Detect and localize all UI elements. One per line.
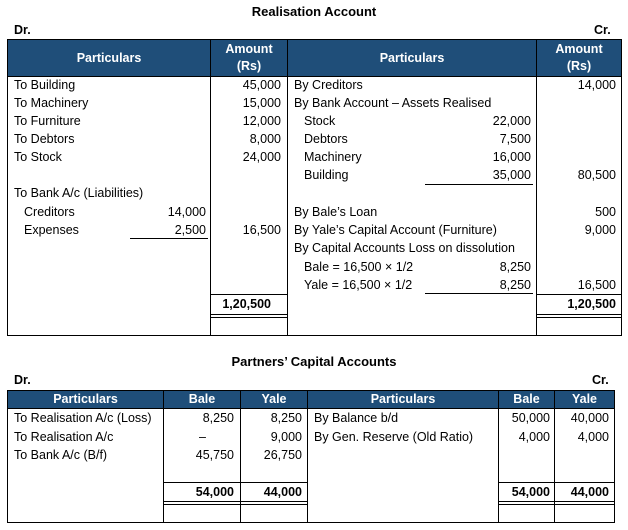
credit-building-label: Building: [304, 168, 349, 182]
capital-header-bale-left: Bale: [164, 391, 240, 408]
capital-credit-row-1-label: By Balance b/d: [314, 411, 399, 425]
debit-furniture-label: To Furniture: [14, 114, 81, 128]
capital-debit-row-1-bale: 8,250: [202, 411, 234, 425]
capital-credit-row-2-label: By Gen. Reserve (Old Ratio): [314, 430, 474, 444]
credit-yale-loss-value: 8,250: [499, 278, 531, 292]
credit-assets-total: 80,500: [577, 168, 616, 182]
capital-debit-row-3-label: To Bank A/c (B/f): [14, 448, 108, 462]
debit-bank-total: 16,500: [242, 223, 281, 237]
capital-credit-total-yale: 44,000: [570, 485, 609, 499]
debit-creditors-value: 14,000: [167, 205, 206, 219]
debit-machinery-amount: 15,000: [242, 96, 281, 110]
credit-creditors-amount: 14,000: [577, 78, 616, 92]
credit-yale-furniture-label: By Yale’s Capital Account (Furniture): [294, 223, 497, 237]
capital-title: Partners’ Capital Accounts: [231, 354, 397, 369]
debit-stock-label: To Stock: [14, 150, 62, 164]
credit-loss-total: 16,500: [577, 278, 616, 292]
capital-debit-total-bale: 54,000: [195, 485, 234, 499]
realisation-header-amount-right: [537, 40, 621, 76]
capital-debit-row-1-yale: 8,250: [270, 411, 302, 425]
capital-debit-row-2-label: To Realisation A/c: [14, 430, 114, 444]
realisation-header-particulars-right: Particulars: [288, 40, 536, 76]
realisation-header-particulars-left: Particulars: [8, 40, 210, 76]
realisation-cr-label: Cr.: [594, 23, 611, 37]
credit-grand-total: 1,20,500: [567, 297, 616, 311]
realisation-header-amount-left: [211, 40, 287, 76]
credit-stock-value: 22,000: [492, 114, 531, 128]
capital-debit-row-1-label: To Realisation A/c (Loss): [14, 411, 152, 425]
capital-credit-row-2-yale: 4,000: [577, 430, 609, 444]
capital-debit-row-2-bale: –: [199, 430, 206, 444]
debit-debtors-amount: 8,000: [249, 132, 281, 146]
credit-machinery-label: Machinery: [304, 150, 362, 164]
credit-loss-label: By Capital Accounts Loss on dissolution: [294, 241, 515, 255]
credit-bale-loss-value: 8,250: [499, 260, 531, 274]
credit-machinery-value: 16,000: [492, 150, 531, 164]
capital-credit-row-2-bale: 4,000: [518, 430, 550, 444]
amount-header-line2: (Rs): [566, 59, 592, 73]
capital-debit-total-yale: 44,000: [263, 485, 302, 499]
credit-bank-label: By Bank Account – Assets Realised: [294, 96, 492, 110]
credit-bales-loan-amount: 500: [595, 205, 616, 219]
credit-building-value: 35,000: [492, 168, 531, 182]
debit-debtors-label: To Debtors: [14, 132, 75, 146]
credit-debtors-label: Debtors: [304, 132, 348, 146]
debit-grand-total: 1,20,500: [222, 297, 271, 311]
debit-building-label: To Building: [14, 78, 76, 92]
capital-credit-row-1-bale: 50,000: [511, 411, 550, 425]
capital-header-yale-right: Yale: [555, 391, 614, 408]
amount-header-line1: Amount: [555, 42, 603, 56]
capital-credit-total-bale: 54,000: [511, 485, 550, 499]
credit-yale-loss-label: Yale = 16,500 × 1/2: [304, 278, 413, 292]
debit-machinery-label: To Machinery: [14, 96, 89, 110]
capital-header-yale-left: Yale: [241, 391, 307, 408]
credit-debtors-value: 7,500: [499, 132, 531, 146]
capital-header-particulars-right: Particulars: [308, 391, 498, 408]
amount-header-line2: (Rs): [236, 59, 262, 73]
debit-furniture-amount: 12,000: [242, 114, 281, 128]
debit-building-amount: 45,000: [242, 78, 281, 92]
credit-yale-furniture-amount: 9,000: [584, 223, 616, 237]
amount-header-line1: Amount: [225, 42, 273, 56]
capital-debit-row-3-bale: 45,750: [195, 448, 234, 462]
capital-debit-row-2-yale: 9,000: [270, 430, 302, 444]
capital-credit-row-1-yale: 40,000: [570, 411, 609, 425]
capital-debit-row-3-yale: 26,750: [263, 448, 302, 462]
credit-stock-label: Stock: [304, 114, 336, 128]
credit-bales-loan-label: By Bale’s Loan: [294, 205, 378, 219]
debit-expenses-label: Expenses: [24, 223, 79, 237]
debit-stock-amount: 24,000: [242, 150, 281, 164]
capital-header-bale-right: Bale: [499, 391, 554, 408]
capital-cr-label: Cr.: [592, 373, 609, 387]
realisation-dr-label: Dr.: [14, 23, 31, 37]
capital-header-particulars-left: Particulars: [8, 391, 163, 408]
credit-creditors-label: By Creditors: [294, 78, 363, 92]
realisation-title: Realisation Account: [251, 4, 377, 19]
debit-bank-label: To Bank A/c (Liabilities): [14, 186, 144, 200]
credit-bale-loss-label: Bale = 16,500 × 1/2: [304, 260, 414, 274]
debit-creditors-label: Creditors: [24, 205, 75, 219]
capital-dr-label: Dr.: [14, 373, 31, 387]
debit-expenses-value: 2,500: [174, 223, 206, 237]
